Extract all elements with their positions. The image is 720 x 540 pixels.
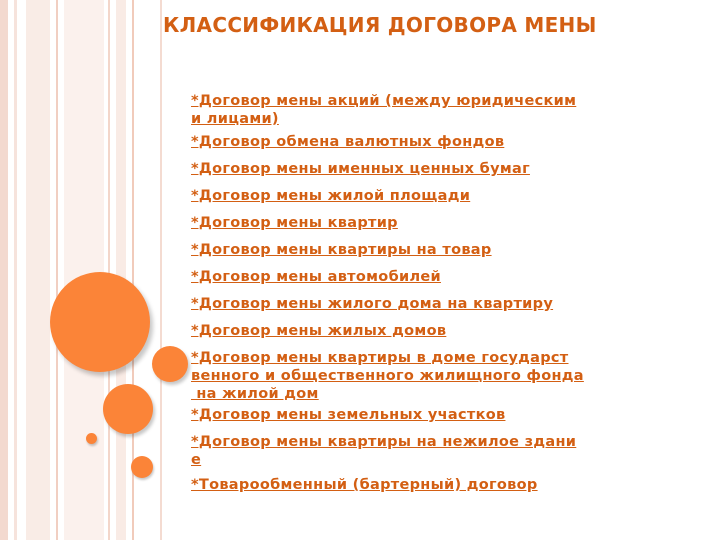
- decor-circle-tiny: [86, 433, 97, 444]
- stripe: [108, 0, 110, 540]
- list-item-link[interactable]: *Договор мены именных ценных бумаг: [191, 161, 530, 177]
- list-item-link[interactable]: *Договор мены жилых домов: [191, 323, 447, 339]
- list-item: [191, 268, 666, 286]
- contract-type-list: [191, 92, 666, 503]
- list-item: [191, 433, 666, 469]
- list-item-link[interactable]: венного и общественного жилищного фонда: [191, 368, 584, 384]
- list-item-link[interactable]: и лицами): [191, 111, 279, 127]
- list-item-link[interactable]: *Договор мены акций (между юридическим: [191, 93, 577, 109]
- list-item-link[interactable]: *Договор мены квартиры на нежилое здани: [191, 434, 577, 450]
- stripe: [160, 0, 162, 540]
- slide-title: КЛАССИФИКАЦИЯ ДОГОВОРА МЕНЫ: [163, 13, 597, 37]
- list-item-link[interactable]: *Договор мены жилой площади: [191, 188, 471, 204]
- list-item: [191, 160, 666, 178]
- list-item-link[interactable]: *Договор мены квартиры на товар: [191, 242, 492, 258]
- stripe: [26, 0, 50, 540]
- stripe: [0, 0, 8, 540]
- list-item-link[interactable]: е: [191, 452, 202, 468]
- list-item: [191, 406, 666, 424]
- list-item-link[interactable]: *Договор мены автомобилей: [191, 269, 441, 285]
- stripe: [56, 0, 58, 540]
- list-item: [191, 476, 666, 494]
- list-item-link[interactable]: на жилой дом: [191, 386, 319, 402]
- decor-circle-large: [50, 272, 150, 372]
- stripe: [116, 0, 126, 540]
- list-item: [191, 241, 666, 259]
- list-item: [191, 322, 666, 340]
- list-item-link[interactable]: *Договор мены квартиры в доме государст: [191, 350, 569, 366]
- list-item: [191, 133, 666, 151]
- list-item: [191, 92, 666, 128]
- list-item: [191, 295, 666, 313]
- list-item-link[interactable]: *Товарообменный (бартерный) договор: [191, 477, 538, 493]
- stripe: [64, 0, 104, 540]
- list-item: [191, 214, 666, 232]
- decor-circle-medium: [152, 346, 188, 382]
- decor-circle-small: [103, 384, 153, 434]
- list-item-link[interactable]: *Договор обмена валютных фондов: [191, 134, 505, 150]
- list-item-link[interactable]: *Договор мены квартир: [191, 215, 398, 231]
- stripe: [14, 0, 17, 540]
- list-item-link[interactable]: *Договор мены жилого дома на квартиру: [191, 296, 554, 312]
- list-item: [191, 187, 666, 205]
- list-item-link[interactable]: *Договор мены земельных участков: [191, 407, 506, 423]
- list-item: [191, 349, 666, 403]
- decor-circle-tiny: [131, 456, 153, 478]
